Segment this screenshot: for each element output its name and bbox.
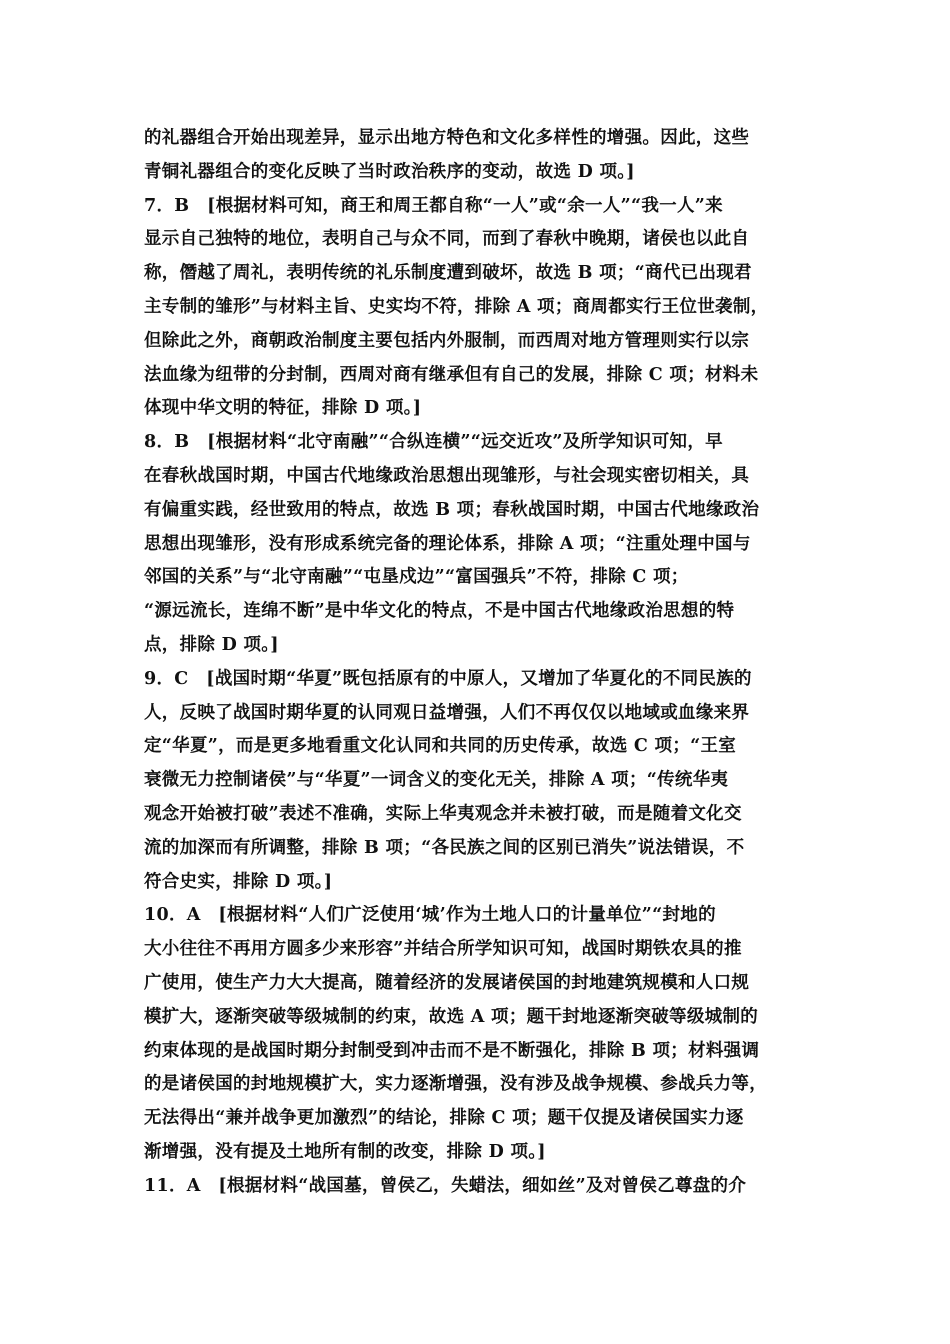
text-line: 衰微无力控制诸侯”与“华夏”一词含义的变化无关，排除 A 项；“传统华夷 bbox=[144, 770, 729, 791]
text-line: 无法得出“兼并战争更加激烈”的结论，排除 C 项；题干仅提及诸侯国实力逐 bbox=[144, 1108, 744, 1129]
text-line: 模扩大，逐渐突破等级城制的约束，故选 A 项；题干封地逐渐突破等级城制的 bbox=[144, 1006, 759, 1027]
text-line: 定“华夏”，而是更多地看重文化认同和共同的历史传承，故选 C 项；“王室 bbox=[144, 736, 737, 757]
text-line: 约束体现的是战国时期分封制受到冲击而不是不断强化，排除 B 项；材料强调 bbox=[144, 1040, 760, 1061]
text-line: 有偏重实践，经世致用的特点，故选 B 项；春秋战国时期，中国古代地缘政治 bbox=[144, 499, 760, 520]
text-line: 在春秋战国时期，中国古代地缘政治思想出现雏形，与社会现实密切相关，具 bbox=[144, 465, 750, 486]
text-line: 法血缘为纽带的分封制，西周对商有继承但有自己的发展，排除 C 项；材料未 bbox=[144, 364, 759, 385]
text-line: 符合史实，排除 D 项。] bbox=[144, 871, 333, 892]
text-line: 的是诸侯国的封地规模扩大，实力逐渐增强，没有涉及战争规模、参战兵力等， bbox=[144, 1074, 767, 1095]
text-line: 邻国的关系”与“北守南融”“屯垦戍边”“富国强兵”不符，排除 C 项； bbox=[144, 567, 689, 588]
answer-9-line: 9．C [战国时期“华夏”既包括原有的中原人，又增加了华夏化的不同民族的 bbox=[144, 668, 752, 689]
text-line: 显示自己独特的地位，表明自己与众不同，而到了春秋中晚期，诸侯也以此自 bbox=[144, 229, 750, 250]
text-line: 广使用，使生产力大大提高，随着经济的发展诸侯国的封地建筑规模和人口规 bbox=[144, 972, 750, 993]
answer-7-line: 7．B [根据材料可知，商王和周王都自称“一人”或“余一人”“我一人”来 bbox=[144, 195, 723, 216]
text-line: 主专制的雏形”与材料主旨、史实均不符，排除 A 项；商周都实行王位世袭制， bbox=[144, 296, 769, 317]
answer-11-line: 11．A [根据材料“战国墓，曾侯乙，失蜡法，细如丝”及对曾侯乙尊盘的介 bbox=[144, 1175, 747, 1196]
text-line: 观念开始被打破”表述不准确，实际上华夷观念并未被打破，而是随着文化交 bbox=[144, 803, 742, 824]
text-line: 渐增强，没有提及土地所有制的改变，排除 D 项。] bbox=[144, 1141, 546, 1162]
text-line: 但除此之外，商朝政治制度主要包括内外服制，而西周对地方管理则实行以宗 bbox=[144, 330, 750, 351]
text-line: 的礼器组合开始出现差异，显示出地方特色和文化多样性的增强。因此，这些 bbox=[144, 128, 750, 148]
text-line: 人，反映了战国时期华夏的认同观日益增强，人们不再仅仅以地域或血缘来界 bbox=[144, 702, 750, 723]
answer-10-line: 10．A [根据材料“人们广泛使用‘城’作为土地人口的计量单位”“封地的 bbox=[144, 905, 716, 926]
answer-8-line: 8．B [根据材料“北守南融”“合纵连横”“远交近攻”及所学知识可知，早 bbox=[144, 432, 723, 453]
text-line: 青铜礼器组合的变化反映了当时政治秩序的变动，故选 D 项。] bbox=[144, 161, 635, 182]
text-line: 称，僭越了周礼，表明传统的礼乐制度遭到破坏，故选 B 项；“商代已出现君 bbox=[144, 263, 752, 284]
answer-explanations bbox=[144, 122, 812, 1204]
text-line: 流的加深而有所调整，排除 B 项；“各民族之间的区别已消失”说法错误，不 bbox=[144, 837, 745, 858]
text-line: 体现中华文明的特征，排除 D 项。] bbox=[144, 398, 422, 419]
text-line: “源远流长，连绵不断”是中华文化的特点，不是中国古代地缘政治思想的特 bbox=[144, 601, 735, 622]
text-line: 大小往往不再用方圆多少来形容”并结合所学知识可知，战国时期铁农具的推 bbox=[144, 939, 742, 960]
text-line: 思想出现雏形，没有形成系统完备的理论体系，排除 A 项；“注重处理中国与 bbox=[144, 533, 751, 554]
text-line: 点，排除 D 项。] bbox=[144, 634, 279, 655]
